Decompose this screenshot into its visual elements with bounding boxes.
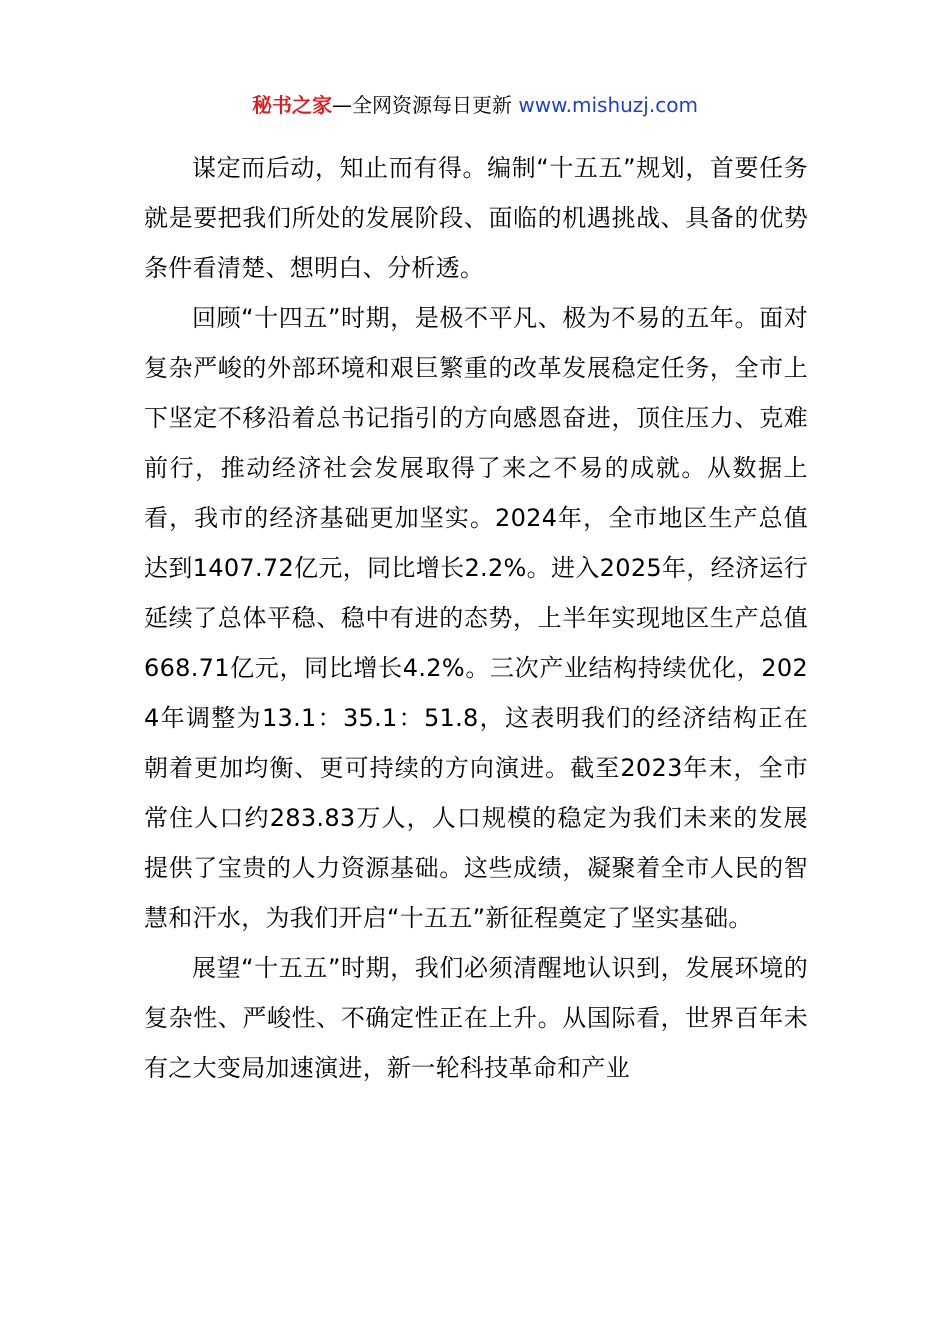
brand-name: 秘书之家: [252, 93, 333, 117]
paragraph-intro: 谋定而后动，知止而有得。编制“十五五”规划，首要任务就是要把我们所处的发展阶段、面临的机遇挑战、具备的优势条件看清楚、想明白、分析透。: [144, 154, 808, 282]
document-body: [144, 143, 808, 1093]
paragraph-review: 回顾“十四五”时期，是极不平凡、极为不易的五年。面对复杂严峻的外部环境和艰巨繁重的改革发展稳定任务，全市上下坚定不移沿着总书记指引的方向感恩奋进，顶住压力、克难前行，推动经济社会发展取得了来之不易的成就。从数据上看，我市的经济基础更加坚实。2024年，全市地区生产总值达到1407.72亿元，同比增长2.2%。进入2025年，经济运行延续了总体平稳、稳中有进的态势，上半年实现地区生产总值668.71亿元，同比增长4.2%。三次产业结构持续优化，2024年调整为13.1：35.1：51.8，这表明我们的经济结构正在朝着更加均衡、更可持续的方向演进。截至2023年末，全市常住人口约283.83万人，人口规模的稳定为我们未来的发展提供了宝贵的人力资源基础。这些成绩，凝聚着全市人民的智慧和汗水，为我们开启“十五五”新征程奠定了坚实基础。: [144, 304, 808, 932]
paragraph-outlook: 展望“十五五”时期，我们必须清醒地认识到，发展环境的复杂性、严峻性、不确定性正在上升。从国际看，世界百年未有之大变局加速演进，新一轮科技革命和产业: [144, 954, 808, 1082]
header-tagline: —全网资源每日更新: [332, 93, 519, 117]
site-url-link[interactable]: www.mishuzj.com: [518, 93, 698, 117]
site-header: [0, 88, 950, 122]
